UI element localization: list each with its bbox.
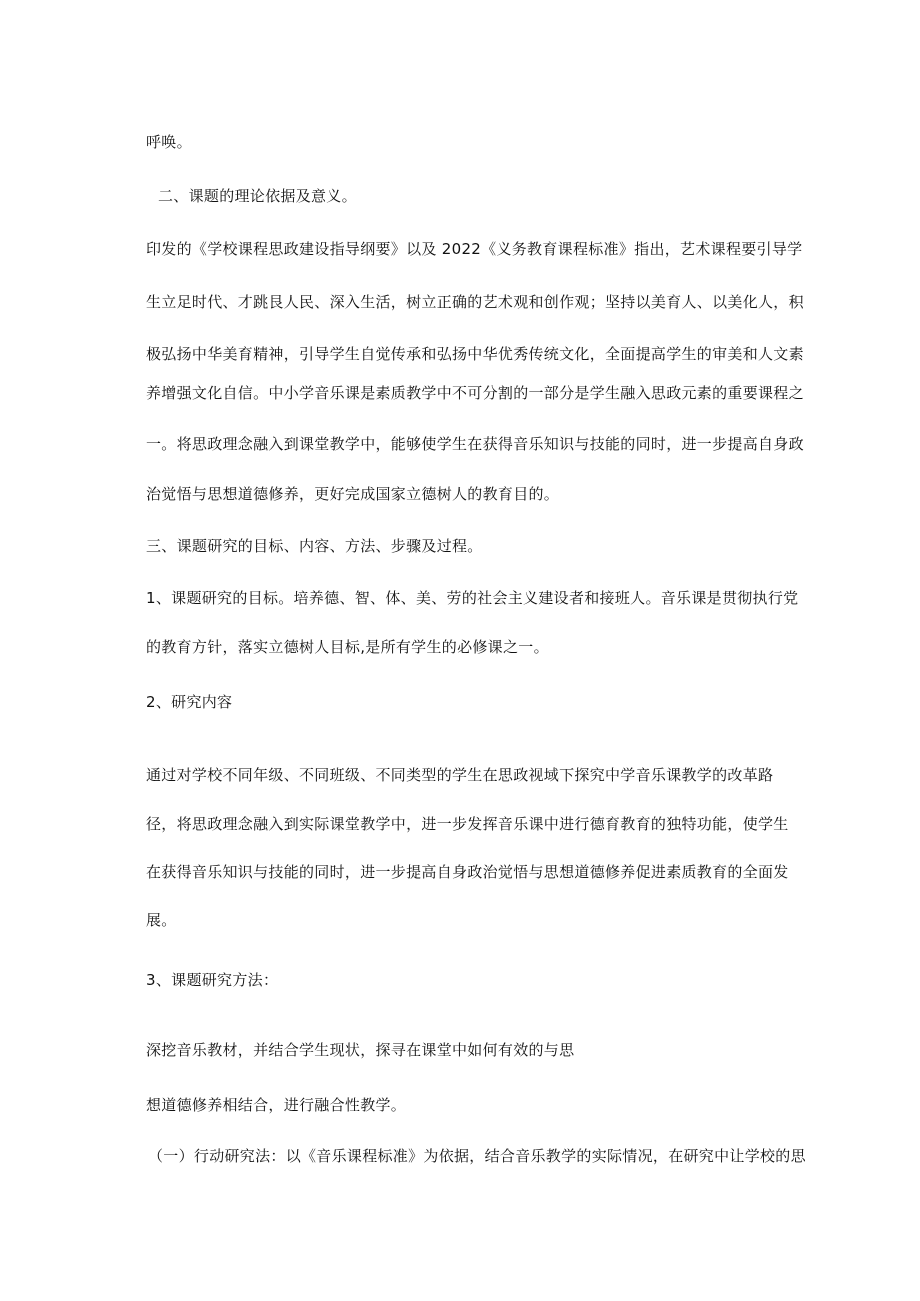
section-heading: 三、课题研究的目标、内容、方法、步骤及过程。 [146, 537, 483, 555]
paragraph-line: 通过对学校不同年级、不同班级、不同类型的学生在思政视域下探究中学音乐课教学的改革路 [146, 766, 774, 784]
paragraph-line: 一。将思政理念融入到课堂教学中，能够使学生在获得音乐知识与技能的同时，进一步提高自身政 [146, 435, 804, 453]
paragraph-line: 生立足时代、才跳艮人民、深入生活，树立正确的艺术观和创作观；坚持以美育人、以美化人，积 [146, 293, 804, 311]
paragraph-line: 养增强文化自信。中小学音乐课是素质教学中不可分割的一部分是学生融入思政元素的重要课程之 [146, 384, 804, 402]
paragraph-line: 深挖音乐教材，并结合学生现状，探寻在课堂中如何有效的与思 [146, 1041, 575, 1059]
paragraph-line: 的教育方针，落实立德树人目标,是所有学生的必修课之一。 [146, 638, 549, 656]
paragraph-line: 展。 [146, 911, 177, 929]
paragraph-line: 极弘扬中华美育精神，引导学生自觉传承和弘扬中华优秀传统文化，全面提高学生的审美和人文素 [146, 345, 804, 363]
paragraph-line: 呼唤。 [146, 133, 192, 151]
section-heading: 二、课题的理论依据及意义。 [158, 187, 357, 205]
subsection-heading: 3、课题研究方法： [146, 971, 279, 989]
paragraph-line: 径，将思政理念融入到实际课堂教学中，进一步发挥音乐课中进行德育教育的独特功能，使学生 [146, 815, 789, 833]
paragraph-line: 印发的《学校课程思政建设指导纲要》以及 2022《义务教育课程标准》指出，艺术课程要引导学 [146, 240, 803, 258]
paragraph-line: 治觉悟与思想道德修养，更好完成国家立德树人的教育目的。 [146, 485, 560, 503]
subsection-heading: 2、研究内容 [146, 693, 233, 711]
paragraph-line: 在获得音乐知识与技能的同时，进一步提高自身政治觉悟与思想道德修养促进素质教育的全面发 [146, 863, 789, 881]
paragraph-line: 想道德修养相结合，进行融合性教学。 [146, 1096, 407, 1114]
paragraph-line: （一）行动研究法：以《音乐课程标准》为依据，结合音乐教学的实际情况，在研究中让学校的思 [148, 1147, 806, 1165]
paragraph-line: 1、课题研究的目标。培养德、智、体、美、劳的社会主义建设者和接班人。音乐课是贯彻执行党 [146, 589, 799, 607]
